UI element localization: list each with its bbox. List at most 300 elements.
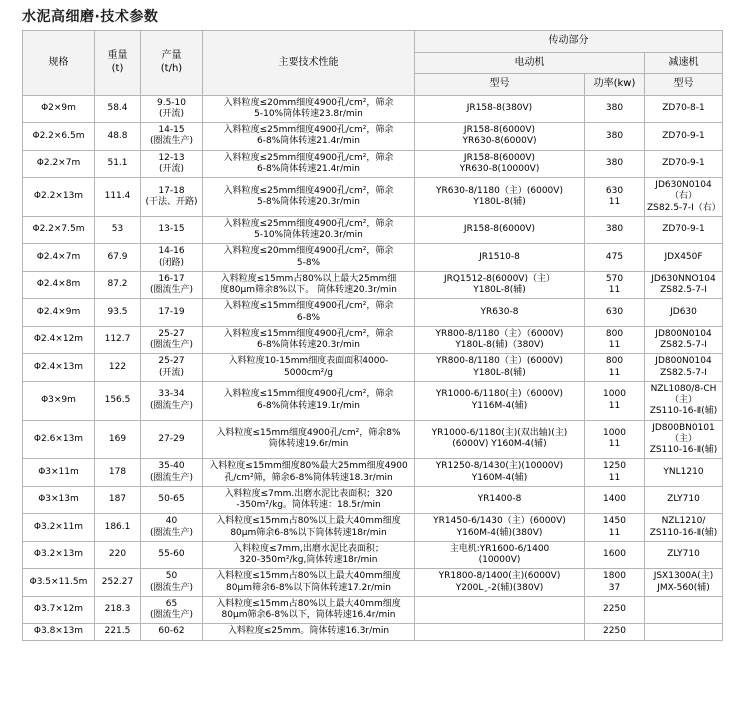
cell-output-line2: (圈流生产) xyxy=(149,610,194,620)
cell-output xyxy=(141,123,203,151)
cell-reducer: JD630 xyxy=(645,299,723,327)
header-motor-power: 功率(kw) xyxy=(585,74,645,96)
cell-output-line2: (圈流生产) xyxy=(149,582,194,593)
cell-reducer-line2: ZS110-16-Ⅱ(辅) xyxy=(649,445,718,455)
cell-motor xyxy=(415,486,585,514)
cell-reducer xyxy=(645,271,723,299)
cell-performance xyxy=(203,178,415,217)
cell-motor-line1: YR800-8/1180（主）（6000V) xyxy=(435,328,564,339)
cell-perf-line2: 6-8%筒体转速20.3r/min xyxy=(257,340,360,350)
cell-motor-line2: YR630-8(6000V) xyxy=(462,136,537,147)
cell-output xyxy=(141,569,203,597)
cell-output-line1: 60-62 xyxy=(158,626,185,637)
cell-output-line1: 25-27 xyxy=(158,356,185,367)
cell-perf-line2: 80μm筛余6-8%以下筒体转速17.2r/min xyxy=(226,582,391,593)
cell-spec: Φ2×9m xyxy=(23,95,95,123)
cell-motor xyxy=(415,569,585,597)
table-row xyxy=(23,354,723,382)
table-row xyxy=(23,541,723,569)
cell-motor-line1: YR1800-8/1400(主)(6000V) xyxy=(438,571,561,582)
cell-perf-line1: 入料粒度≤20mm细度4900孔/cm²，筛余 xyxy=(223,246,394,257)
cell-reducer xyxy=(645,354,723,382)
cell-output-line1: 14-15 xyxy=(158,125,185,135)
cell-reducer-line2: JMX-560(辅) xyxy=(657,582,710,593)
cell-perf-line1: 入料粒度≤7mm,出磨水泥比表面积； xyxy=(233,543,384,554)
cell-perf-line2: 5000cm²/g xyxy=(284,367,333,378)
cell-performance xyxy=(203,244,415,272)
cell-output-line1: 55-60 xyxy=(158,549,185,560)
table-row xyxy=(23,271,723,299)
cell-motor-line2: Y180L-8(辅) xyxy=(473,196,526,207)
header-output-line2: (t/h) xyxy=(160,62,183,74)
cell-motor-line2: Y116M-4(辅) xyxy=(471,400,528,411)
cell-motor-line1: YR1000-6/1180(主)(双出轴)(主) xyxy=(431,428,568,439)
cell-spec: Φ2.4×12m xyxy=(23,326,95,354)
cell-output-line1: 17-19 xyxy=(158,306,185,317)
cell-perf-line1: 入料粒度≤15mm占80%以上最大25mm细 xyxy=(220,273,397,284)
table-row xyxy=(23,381,723,420)
cell-reducer-line2: ZS82.5-7-Ⅰ xyxy=(660,367,707,378)
table-row xyxy=(23,326,723,354)
cell-output-line1: 40 xyxy=(165,516,178,527)
cell-weight: 112.7 xyxy=(95,326,141,354)
cell-power: 380 xyxy=(585,95,645,123)
cell-motor-line1: YR630-8 xyxy=(480,306,519,317)
cell-performance xyxy=(203,299,415,327)
cell-output xyxy=(141,514,203,542)
cell-weight: 93.5 xyxy=(95,299,141,327)
cell-power: 2250 xyxy=(585,596,645,624)
cell-reducer-line1: JD630N0104（右） xyxy=(655,180,712,202)
cell-performance xyxy=(203,514,415,542)
cell-output-line1: 35-40 xyxy=(158,461,185,472)
cell-output-line1: 65 xyxy=(165,598,178,609)
cell-output xyxy=(141,150,203,178)
cell-performance xyxy=(203,216,415,244)
cell-power: 1600 xyxy=(585,541,645,569)
cell-spec: Φ3.7×12m xyxy=(23,596,95,624)
cell-reducer xyxy=(645,381,723,420)
cell-spec: Φ3×13m xyxy=(23,486,95,514)
cell-output xyxy=(141,244,203,272)
cell-spec: Φ2.2×7m xyxy=(23,150,95,178)
cell-power-line2: 11 xyxy=(608,527,621,538)
cell-perf-line2: 5-10%筒体转速23.8r/min xyxy=(254,108,363,119)
cell-performance xyxy=(203,326,415,354)
header-row-1 xyxy=(23,31,723,53)
cell-power-line1: 570 xyxy=(605,273,624,284)
cell-motor xyxy=(415,596,585,624)
cell-output xyxy=(141,326,203,354)
cell-output-line2: (圈流生产) xyxy=(149,527,194,538)
cell-reducer-line1: JD800N0104 xyxy=(655,356,712,367)
table-row xyxy=(23,514,723,542)
cell-output-line2: (圈流生产) xyxy=(149,285,194,295)
cell-motor-line1: YR1400-8 xyxy=(477,494,522,505)
cell-weight: 122 xyxy=(95,354,141,382)
cell-output xyxy=(141,420,203,459)
cell-perf-line2: 6-8% xyxy=(296,312,321,323)
cell-motor xyxy=(415,420,585,459)
cell-reducer xyxy=(645,178,723,217)
cell-reducer-line2: ZS82.5-7-Ⅰ xyxy=(660,340,707,350)
cell-spec: Φ2.4×7m xyxy=(23,244,95,272)
cell-performance xyxy=(203,420,415,459)
table-row xyxy=(23,95,723,123)
cell-reducer xyxy=(645,596,723,624)
cell-motor-line1: YR1250-8/1430(主)(10000V) xyxy=(435,461,564,472)
cell-power-line2: 11 xyxy=(608,196,621,207)
cell-output-line1: 12-13 xyxy=(158,152,185,163)
cell-motor-line1: YR630-8/1180（主）(6000V) xyxy=(436,185,563,196)
cell-perf-line1: 入料粒度≤15mm占80%以上最大40mm细度 xyxy=(216,516,401,527)
cell-reducer xyxy=(645,326,723,354)
header-weight-line1: 重量 xyxy=(107,50,128,62)
cell-power xyxy=(585,354,645,382)
table-row xyxy=(23,150,723,178)
cell-reducer xyxy=(645,514,723,542)
cell-performance xyxy=(203,271,415,299)
cell-motor xyxy=(415,95,585,123)
cell-power-line1: 1000 xyxy=(603,389,626,400)
table-row xyxy=(23,178,723,217)
cell-motor-line2: (6000V) Y160M-4(辅) xyxy=(452,439,547,450)
cell-power-line1: 800 xyxy=(605,328,624,339)
cell-perf-line1: 入料粒度≤15mm细度4900孔/cm²，筛余 xyxy=(223,389,394,400)
cell-output-line1: 25-27 xyxy=(158,328,185,339)
cell-reducer: ZLY710 xyxy=(645,541,723,569)
cell-power-line2: 11 xyxy=(608,472,621,483)
cell-perf-line2: 6-8%筒体转速19.1r/min xyxy=(257,400,360,411)
cell-perf-line2: 筒体转速19.6r/min xyxy=(268,439,349,450)
cell-weight: 218.3 xyxy=(95,596,141,624)
cell-weight: 220 xyxy=(95,541,141,569)
cell-power-line1: 1800 xyxy=(603,571,626,582)
cell-performance xyxy=(203,150,415,178)
cell-power xyxy=(585,459,645,487)
cell-weight: 169 xyxy=(95,420,141,459)
cell-spec: Φ2.4×13m xyxy=(23,354,95,382)
cell-output-line1: 27-29 xyxy=(158,433,185,444)
cell-spec: Φ2.2×6.5m xyxy=(23,123,95,151)
header-spec: 规格 xyxy=(23,31,95,96)
cell-power xyxy=(585,420,645,459)
cell-motor-line2: YR630-8(10000V) xyxy=(459,163,540,174)
cell-motor xyxy=(415,354,585,382)
cell-spec: Φ2.4×9m xyxy=(23,299,95,327)
cell-power: 2250 xyxy=(585,624,645,640)
cell-reducer: ZLY710 xyxy=(645,486,723,514)
cell-power-line1: 630 xyxy=(605,185,624,196)
cell-performance xyxy=(203,569,415,597)
cell-perf-line1: 入料粒度≤15mm占80%以上最大40mm细度 xyxy=(216,598,401,609)
cell-power-line1: 1450 xyxy=(603,516,626,527)
cell-performance xyxy=(203,354,415,382)
table-header xyxy=(23,31,723,96)
cell-perf-line1: 入料粒度≤25mm。筒体转速16.3r/min xyxy=(227,626,390,637)
cell-perf-line2: 度80μm筛余8%以下。 筒体转速20.3r/min xyxy=(220,285,397,295)
cell-output xyxy=(141,541,203,569)
cell-perf-line2: 80μm筛余6-8%以下，筒体转速16.4r/min xyxy=(221,610,396,620)
cell-reducer xyxy=(645,459,723,487)
cell-reducer: ZD70-8-1 xyxy=(645,95,723,123)
cell-power: 380 xyxy=(585,150,645,178)
cell-power: 630 xyxy=(585,299,645,327)
cell-motor-line1: YR800-8/1180（主）(6000V) xyxy=(436,356,563,367)
specifications-table xyxy=(22,30,723,641)
cell-motor-line2: Y180L-8(辅) xyxy=(473,285,526,295)
cell-output xyxy=(141,178,203,217)
cell-reducer xyxy=(645,624,723,640)
cell-perf-line2: -350m²/kg。筒体转速：18.5r/min xyxy=(236,500,381,510)
cell-output-line1: 50 xyxy=(165,571,178,582)
cell-reducer-line2: ZS110-16-Ⅱ(辅) xyxy=(649,527,718,538)
cell-power-line2: 11 xyxy=(608,367,621,378)
cell-spec: Φ2.6×13m xyxy=(23,420,95,459)
cell-motor xyxy=(415,541,585,569)
cell-output xyxy=(141,381,203,420)
cell-output-line2: (圈流生产) xyxy=(149,340,194,350)
header-weight-line2: (t) xyxy=(111,62,124,74)
cell-power: 380 xyxy=(585,216,645,244)
cell-spec: Φ2.4×8m xyxy=(23,271,95,299)
cell-motor-line1: JR158-8(6000V) xyxy=(463,224,536,235)
cell-weight: 178 xyxy=(95,459,141,487)
cell-perf-line1: 入料粒度≤25mm细度4900孔/cm²，筛余 xyxy=(223,218,394,229)
cell-performance xyxy=(203,381,415,420)
header-weight xyxy=(95,31,141,96)
cell-motor-line1: JRQ1512-8(6000V)（主） xyxy=(444,273,555,284)
cell-weight: 53 xyxy=(95,216,141,244)
header-motor: 电动机 xyxy=(415,52,645,74)
cell-output-line2: (圈流生产) xyxy=(149,136,194,147)
cell-output-line1: 17-18 xyxy=(158,185,185,196)
cell-power-line1: 1000 xyxy=(603,428,626,439)
cell-perf-line2: 5-8%筒体转速20.3r/min xyxy=(257,196,360,207)
cell-perf-line1: 入料粒度≤20mm细度4900孔/cm²，筛余 xyxy=(223,97,394,108)
cell-performance xyxy=(203,459,415,487)
cell-motor-line1: JR158-8(6000V) xyxy=(463,125,536,135)
header-output-line1: 产量 xyxy=(161,50,182,62)
cell-output-line1: 50-65 xyxy=(158,494,185,505)
cell-perf-line1: 入料粒度≤7mm.出磨水泥比表面积；320 xyxy=(224,488,393,499)
cell-power: 380 xyxy=(585,123,645,151)
cell-power-line2: 11 xyxy=(608,285,621,295)
cell-output-line2: (开流) xyxy=(158,367,185,378)
cell-weight: 187 xyxy=(95,486,141,514)
cell-perf-line1: 入料粒度≤15mm细度4900孔/cm²，筛余 xyxy=(223,328,394,339)
cell-perf-line1: 入料粒度≤25mm细度4900孔/cm²，筛余 xyxy=(223,125,394,135)
table-body xyxy=(23,95,723,640)
cell-reducer-line1: JSX1300A(主) xyxy=(653,571,714,582)
cell-power xyxy=(585,326,645,354)
cell-motor-line1: JR158-8(380V) xyxy=(466,103,533,114)
cell-motor xyxy=(415,299,585,327)
header-reducer-model: 型号 xyxy=(645,74,723,96)
cell-perf-line2: 6-8%筒体转速21.4r/min xyxy=(257,163,360,174)
table-row xyxy=(23,459,723,487)
cell-power-line2: 11 xyxy=(608,439,621,450)
table-row xyxy=(23,420,723,459)
cell-power-line1: 800 xyxy=(605,356,624,367)
cell-motor xyxy=(415,123,585,151)
cell-output-line1: 33-34 xyxy=(158,389,185,400)
cell-motor xyxy=(415,216,585,244)
cell-output xyxy=(141,596,203,624)
cell-motor-line1: JR1510-8 xyxy=(479,251,520,262)
cell-output xyxy=(141,486,203,514)
cell-reducer-line2: ZS82.5-7-Ⅰ xyxy=(660,285,707,295)
cell-spec: Φ3.2×13m xyxy=(23,541,95,569)
cell-output-line2: (圈流生产) xyxy=(149,472,194,483)
cell-output xyxy=(141,354,203,382)
cell-perf-line1: 入料粒度≤15mm占80%以上最大40mm细度 xyxy=(216,571,401,582)
cell-power: 475 xyxy=(585,244,645,272)
cell-perf-line2: 5-8% xyxy=(296,257,321,268)
cell-motor-line2: (10000V) xyxy=(478,555,521,565)
cell-performance xyxy=(203,624,415,640)
cell-motor-line2: Y200L¸-2(辅)(380V) xyxy=(455,582,544,593)
cell-performance xyxy=(203,486,415,514)
table-row xyxy=(23,596,723,624)
cell-perf-line1: 入料粒度≤25mm细度4900孔/cm²，筛余 xyxy=(223,152,394,163)
cell-weight: 58.4 xyxy=(95,95,141,123)
cell-motor-line2: Y180L-8(辅)（380V) xyxy=(455,340,544,350)
cell-motor xyxy=(415,624,585,640)
cell-output xyxy=(141,271,203,299)
cell-output-line1: 9.5-10 xyxy=(156,97,186,108)
cell-output-line2: (闭路) xyxy=(158,257,185,268)
cell-output xyxy=(141,299,203,327)
cell-motor-line1: 主电机:YR1600-6/1400 xyxy=(449,543,550,554)
cell-performance xyxy=(203,95,415,123)
cell-output-line2: (开流) xyxy=(158,163,185,174)
cell-spec: Φ3.8×13m xyxy=(23,624,95,640)
cell-output xyxy=(141,624,203,640)
cell-spec: Φ2.2×13m xyxy=(23,178,95,217)
cell-output-line1: 13-15 xyxy=(158,224,185,235)
cell-motor xyxy=(415,326,585,354)
cell-power xyxy=(585,569,645,597)
cell-perf-line2: 孔/cm²筛，筛余6-8%筒体转速18.3r/min xyxy=(224,472,393,483)
cell-power xyxy=(585,178,645,217)
cell-power: 1400 xyxy=(585,486,645,514)
cell-weight: 156.5 xyxy=(95,381,141,420)
cell-output-line2: (干法、开路) xyxy=(145,196,198,207)
cell-power-line2: 11 xyxy=(608,400,621,411)
cell-motor xyxy=(415,178,585,217)
cell-weight: 48.8 xyxy=(95,123,141,151)
cell-weight: 221.5 xyxy=(95,624,141,640)
cell-power-line1: 1250 xyxy=(603,461,626,472)
cell-reducer-line1: NZL1080/8-CH（主） xyxy=(650,383,717,405)
cell-perf-line2: 6-8%筒体转速21.4r/min xyxy=(257,136,360,147)
cell-motor xyxy=(415,381,585,420)
cell-spec: Φ3×9m xyxy=(23,381,95,420)
table-row xyxy=(23,244,723,272)
cell-perf-line1: 入料粒度10-15mm细度表面面积4000- xyxy=(228,356,389,367)
cell-reducer xyxy=(645,569,723,597)
table-row xyxy=(23,569,723,597)
cell-perf-line1: 入料粒度≤15mm细度4900孔/cm²，筛余8% xyxy=(216,428,401,439)
cell-motor-line1: JR158-8(6000V) xyxy=(463,152,536,163)
cell-output-line1: 14-16 xyxy=(158,246,185,257)
cell-output-line2: (圈流生产) xyxy=(149,400,194,411)
cell-power-line2: 37 xyxy=(608,582,621,593)
cell-output xyxy=(141,459,203,487)
table-row xyxy=(23,123,723,151)
cell-weight: 67.9 xyxy=(95,244,141,272)
cell-reducer-line1: JD800N0104 xyxy=(655,328,712,339)
header-motor-model: 型号 xyxy=(415,74,585,96)
cell-weight: 51.1 xyxy=(95,150,141,178)
table-row xyxy=(23,486,723,514)
cell-motor xyxy=(415,514,585,542)
table-row xyxy=(23,299,723,327)
cell-performance xyxy=(203,596,415,624)
header-drive: 传动部分 xyxy=(415,31,723,53)
cell-motor-line2: Y160M-4(辅)(380V) xyxy=(456,527,543,538)
cell-reducer-line2: ZS110-16-Ⅱ(辅) xyxy=(649,406,718,417)
cell-weight: 111.4 xyxy=(95,178,141,217)
cell-perf-line1: 入料粒度≤15mm细度80%最大25mm细度4900 xyxy=(209,461,408,472)
cell-perf-line1: 入料粒度≤15mm细度4900孔/cm²，筛余 xyxy=(223,301,394,312)
header-performance: 主要技术性能 xyxy=(203,31,415,96)
cell-reducer-line1: JD800BN0101（主） xyxy=(652,422,715,444)
cell-motor xyxy=(415,244,585,272)
cell-spec: Φ3.5×11.5m xyxy=(23,569,95,597)
cell-motor-line2: Y180L-8(辅) xyxy=(473,367,526,378)
cell-reducer: ZD70-9-1 xyxy=(645,123,723,151)
cell-power xyxy=(585,271,645,299)
header-reducer: 减速机 xyxy=(645,52,723,74)
cell-power-line2: 11 xyxy=(608,340,621,350)
cell-performance xyxy=(203,123,415,151)
cell-reducer: ZD70-9-1 xyxy=(645,150,723,178)
page-title: 水泥高细磨·技术参数 xyxy=(22,9,159,25)
cell-motor xyxy=(415,271,585,299)
cell-motor-line1: YR1000-6/1180(主)（6000V) xyxy=(435,389,564,400)
cell-perf-line2: 320-350m²/kg,筒体转速18r/min xyxy=(239,555,378,565)
table-row xyxy=(23,216,723,244)
cell-output xyxy=(141,95,203,123)
cell-perf-line2: 80μm筛余6-8%以下筒体转速18r/min xyxy=(230,527,387,538)
cell-output-line1: 16-17 xyxy=(158,273,185,284)
cell-performance xyxy=(203,541,415,569)
cell-weight: 252.27 xyxy=(95,569,141,597)
cell-motor xyxy=(415,150,585,178)
cell-reducer: JDX450F xyxy=(645,244,723,272)
cell-perf-line2: 5-10%筒体转速20.3r/min xyxy=(254,230,363,240)
cell-reducer xyxy=(645,420,723,459)
cell-weight: 87.2 xyxy=(95,271,141,299)
header-output xyxy=(141,31,203,96)
cell-power xyxy=(585,381,645,420)
cell-motor-line1: YR1450-6/1430（主）(6000V) xyxy=(433,516,566,527)
cell-reducer-line1: JD630NNO104 xyxy=(651,273,716,284)
cell-reducer-line1: YNL1210 xyxy=(663,466,704,477)
cell-motor-line2: Y160M-4(辅) xyxy=(471,472,528,483)
cell-weight: 186.1 xyxy=(95,514,141,542)
cell-power xyxy=(585,514,645,542)
cell-spec: Φ3.2×11m xyxy=(23,514,95,542)
cell-output-line2: (开流) xyxy=(158,108,185,119)
cell-reducer-line1: NZL1210/ xyxy=(661,516,706,527)
table-row xyxy=(23,624,723,640)
cell-reducer-line2: ZS82.5-7-Ⅰ（右） xyxy=(647,202,721,213)
cell-motor xyxy=(415,459,585,487)
cell-spec: Φ3×11m xyxy=(23,459,95,487)
